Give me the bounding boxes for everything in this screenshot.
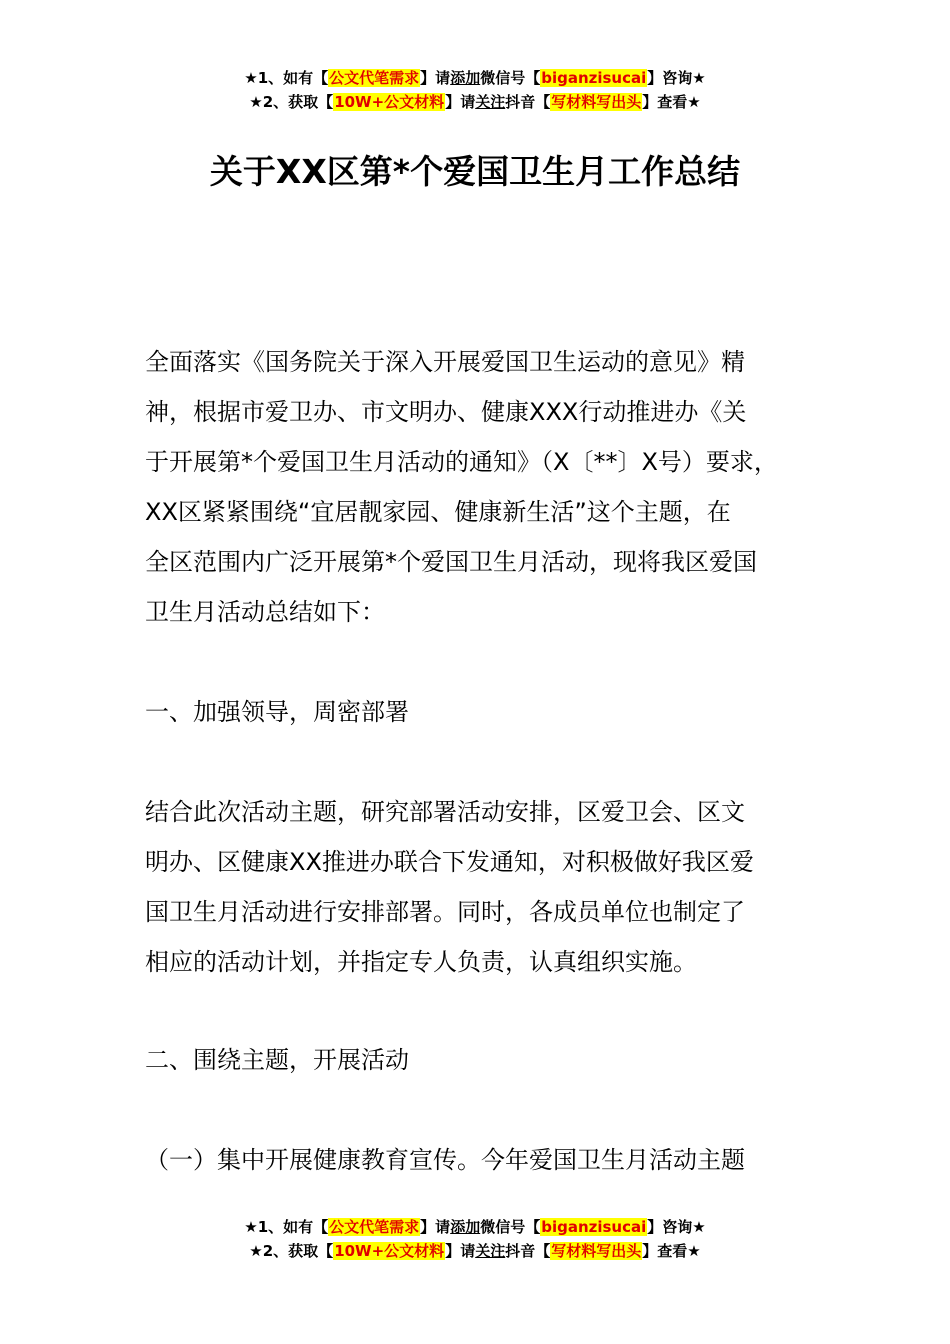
banner-text: 】请: [420, 1218, 451, 1236]
document-title: 关于XX区第*个爱国卫生月工作总结: [209, 152, 741, 191]
banner-text: 抖音【: [505, 1242, 551, 1260]
highlight-text: 公文代笔需求: [329, 69, 420, 87]
banner-text: 】咨询★: [647, 69, 706, 87]
underlined-text: 添加: [450, 69, 481, 87]
paragraph-line: 结合此次活动主题，研究部署活动安排，区爱卫会、区文: [145, 798, 745, 826]
banner-text: ★2、获取【: [249, 1242, 334, 1260]
paragraph-line: XX区紧紧围绕“宜居靓家园、健康新生活”这个主题，在: [145, 498, 731, 526]
douyin-id: 写材料写出头: [551, 93, 642, 111]
banner-text: 】查看★: [642, 1242, 701, 1260]
paragraph-line: 神，根据市爱卫办、市文明办、健康XXX行动推进办《关: [145, 398, 747, 426]
underlined-text: 关注: [475, 93, 506, 111]
banner-text: 】请: [445, 93, 476, 111]
paragraph-line: 全面落实《国务院关于深入开展爱国卫生运动的意见》精: [145, 348, 745, 376]
paragraph-line: 国卫生月活动进行安排部署。同时，各成员单位也制定了: [145, 898, 745, 926]
highlight-text: 公文代笔需求: [329, 1218, 420, 1236]
footer-banner: [0, 1215, 950, 1263]
douyin-id: 写材料写出头: [551, 1242, 642, 1260]
highlight-text: 10W+公文材料: [334, 93, 445, 111]
banner-text: 】咨询★: [647, 1218, 706, 1236]
paragraph-line: 全区范围内广泛开展第*个爱国卫生月活动，现将我区爱国: [145, 548, 757, 576]
wechat-id: biganzisucai: [541, 1218, 647, 1236]
intro-paragraph: [145, 337, 835, 637]
paragraph-line: 明办、区健康XX推进办联合下发通知，对积极做好我区爱: [145, 848, 754, 876]
underlined-text: 关注: [475, 1242, 506, 1260]
banner-text: 】请: [445, 1242, 476, 1260]
banner-text: 】查看★: [642, 93, 701, 111]
paragraph-line: 卫生月活动总结如下：: [145, 598, 385, 626]
underlined-text: 添加: [450, 1218, 481, 1236]
paragraph-line: 于开展第*个爱国卫生月活动的通知》（X〔**〕X号）要求，: [145, 448, 778, 476]
banner-line-2: [0, 90, 950, 114]
banner-text: ★1、如有【: [244, 1218, 329, 1236]
banner-text: 】请: [420, 69, 451, 87]
section-2-subsection-1: （一）集中开展健康教育宣传。今年爱国卫生月活动主题: [145, 1146, 745, 1174]
banner-text: 抖音【: [505, 93, 551, 111]
wechat-id: biganzisucai: [541, 69, 647, 87]
highlight-text: 10W+公文材料: [334, 1242, 445, 1260]
banner-text: 微信号【: [480, 1218, 541, 1236]
banner-text: ★1、如有【: [244, 69, 329, 87]
section-1-paragraph: [145, 787, 835, 987]
banner-text: 微信号【: [480, 69, 541, 87]
section-2-heading: 二、围绕主题，开展活动: [145, 1046, 409, 1074]
banner-line-1: [0, 66, 950, 90]
banner-line-1: [0, 1215, 950, 1239]
banner-text: ★2、获取【: [249, 93, 334, 111]
header-banner: [0, 66, 950, 114]
paragraph-line: 相应的活动计划，并指定专人负责，认真组织实施。: [145, 948, 697, 976]
section-1-heading: 一、加强领导，周密部署: [145, 698, 409, 726]
banner-line-2: [0, 1239, 950, 1263]
